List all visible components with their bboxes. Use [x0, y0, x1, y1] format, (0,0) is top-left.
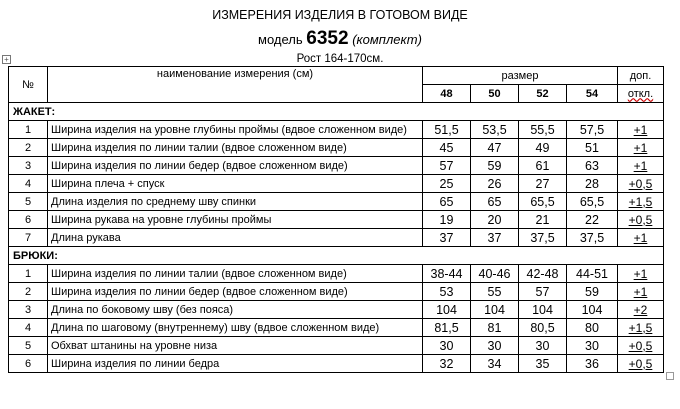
- tolerance-value: +1: [633, 140, 648, 155]
- measurement-name: Длина изделия по среднему шву спинки: [48, 193, 423, 211]
- size-value: 57: [519, 283, 567, 301]
- row-number: 3: [9, 301, 48, 319]
- model-number: 6352: [306, 28, 349, 49]
- size-value: 28: [567, 175, 618, 193]
- tolerance-value: +0,5: [628, 212, 653, 227]
- tolerance-value: +0,5: [628, 356, 653, 371]
- size-value: 57,5: [567, 121, 618, 139]
- col-header-size: размер: [423, 67, 618, 85]
- tolerance-value: +0,5: [628, 338, 653, 353]
- table-move-handle-icon[interactable]: +: [2, 55, 11, 64]
- size-value: 32: [423, 355, 471, 373]
- measurement-name: Обхват штанины на уровне низа: [48, 337, 423, 355]
- table-row: [9, 193, 664, 211]
- section-row: [9, 103, 664, 121]
- table-row: [9, 283, 664, 301]
- table-row: [9, 319, 664, 337]
- measurement-name: Ширина изделия по линии талии (вдвое сложенном виде): [48, 265, 423, 283]
- size-value: 104: [519, 301, 567, 319]
- size-value: 34: [471, 355, 519, 373]
- model-suffix: (комплект): [352, 32, 422, 47]
- section-title: БРЮКИ:: [9, 247, 664, 265]
- measurements-table: [8, 66, 664, 373]
- size-value: 30: [423, 337, 471, 355]
- size-value: 51,5: [423, 121, 471, 139]
- table-row: [9, 337, 664, 355]
- col-header-tolerance-2: откл.: [627, 87, 654, 100]
- tolerance-value: +1: [633, 122, 648, 137]
- size-value: 42-48: [519, 265, 567, 283]
- size-value: 21: [519, 211, 567, 229]
- size-value: 19: [423, 211, 471, 229]
- size-value: 59: [567, 283, 618, 301]
- document-title: ИЗМЕРЕНИЯ ИЗДЕЛИЯ В ГОТОВОМ ВИДЕ: [212, 8, 468, 22]
- section-row: [9, 247, 664, 265]
- table-row: [9, 301, 664, 319]
- size-header: 54: [567, 85, 618, 103]
- header-row-1: [9, 67, 664, 85]
- tolerance-value: +1: [633, 158, 648, 173]
- size-value: 53: [423, 283, 471, 301]
- table-row: [9, 157, 664, 175]
- size-header: 48: [423, 85, 471, 103]
- table-row: [9, 355, 664, 373]
- size-value: 37,5: [519, 229, 567, 247]
- measurement-name: Ширина рукава на уровне глубины проймы: [48, 211, 423, 229]
- size-value: 65: [423, 193, 471, 211]
- table-row: [9, 211, 664, 229]
- size-value: 80,5: [519, 319, 567, 337]
- row-number: 4: [9, 175, 48, 193]
- tolerance-value: +2: [633, 302, 648, 317]
- model-prefix: модель: [258, 32, 303, 47]
- measurement-name: Длина по боковому шву (без пояса): [48, 301, 423, 319]
- size-value: 45: [423, 139, 471, 157]
- growth-range: Рост 164-170см.: [296, 53, 384, 65]
- size-value: 57: [423, 157, 471, 175]
- size-value: 81: [471, 319, 519, 337]
- row-number: 5: [9, 337, 48, 355]
- row-number: 6: [9, 355, 48, 373]
- row-number: 6: [9, 211, 48, 229]
- row-number: 2: [9, 283, 48, 301]
- size-value: 36: [567, 355, 618, 373]
- row-number: 5: [9, 193, 48, 211]
- col-header-name: наименование измерения (см): [48, 67, 423, 103]
- size-value: 20: [471, 211, 519, 229]
- size-value: 37: [423, 229, 471, 247]
- size-value: 37,5: [567, 229, 618, 247]
- measurement-name: Ширина изделия по линии бедер (вдвое сложенном виде): [48, 157, 423, 175]
- measurement-name: Ширина плеча + спуск: [48, 175, 423, 193]
- table-row: [9, 265, 664, 283]
- col-header-no: №: [9, 67, 48, 103]
- size-value: 44-51: [567, 265, 618, 283]
- size-value: 59: [471, 157, 519, 175]
- size-value: 26: [471, 175, 519, 193]
- size-value: 40-46: [471, 265, 519, 283]
- size-header: 50: [471, 85, 519, 103]
- size-value: 55,5: [519, 121, 567, 139]
- table-row: [9, 139, 664, 157]
- measurement-name: Ширина изделия по линии талии (вдвое сложенном виде): [48, 139, 423, 157]
- size-value: 65: [471, 193, 519, 211]
- size-value: 30: [519, 337, 567, 355]
- tolerance-value: +1: [633, 266, 648, 281]
- size-header: 52: [519, 85, 567, 103]
- table-resize-handle-icon[interactable]: [666, 372, 674, 380]
- size-value: 65,5: [567, 193, 618, 211]
- tolerance-value: +1,5: [628, 194, 653, 209]
- row-number: 3: [9, 157, 48, 175]
- tolerance-value: +1: [633, 230, 648, 245]
- size-value: 81,5: [423, 319, 471, 337]
- size-value: 30: [471, 337, 519, 355]
- size-value: 63: [567, 157, 618, 175]
- row-number: 1: [9, 121, 48, 139]
- row-number: 2: [9, 139, 48, 157]
- table-row: [9, 175, 664, 193]
- size-value: 55: [471, 283, 519, 301]
- size-value: 80: [567, 319, 618, 337]
- model-line: [0, 28, 680, 50]
- size-value: 25: [423, 175, 471, 193]
- size-value: 22: [567, 211, 618, 229]
- size-value: 27: [519, 175, 567, 193]
- measurement-name: Ширина изделия по линии бедер (вдвое сложенном виде): [48, 283, 423, 301]
- row-number: 1: [9, 265, 48, 283]
- measurement-name: Ширина изделия на уровне глубины проймы (вдвое сложенном виде): [48, 121, 423, 139]
- size-value: 49: [519, 139, 567, 157]
- size-value: 51: [567, 139, 618, 157]
- size-value: 104: [423, 301, 471, 319]
- size-value: 65,5: [519, 193, 567, 211]
- tolerance-value: +0,5: [628, 176, 653, 191]
- table-row: [9, 121, 664, 139]
- section-title: ЖАКЕТ:: [9, 103, 664, 121]
- size-value: 61: [519, 157, 567, 175]
- measurement-name: Длина по шаговому (внутреннему) шву (вдвое сложенном виде): [48, 319, 423, 337]
- size-value: 37: [471, 229, 519, 247]
- tolerance-value: +1,5: [628, 320, 653, 335]
- size-value: 35: [519, 355, 567, 373]
- col-header-tolerance-1: доп.: [618, 67, 664, 85]
- measurement-name: Длина рукава: [48, 229, 423, 247]
- size-value: 38-44: [423, 265, 471, 283]
- size-value: 104: [471, 301, 519, 319]
- size-value: 104: [567, 301, 618, 319]
- row-number: 4: [9, 319, 48, 337]
- row-number: 7: [9, 229, 48, 247]
- tolerance-value: +1: [633, 284, 648, 299]
- table-row: [9, 229, 664, 247]
- size-value: 30: [567, 337, 618, 355]
- size-value: 53,5: [471, 121, 519, 139]
- size-value: 47: [471, 139, 519, 157]
- measurement-name: Ширина изделия по линии бедра: [48, 355, 423, 373]
